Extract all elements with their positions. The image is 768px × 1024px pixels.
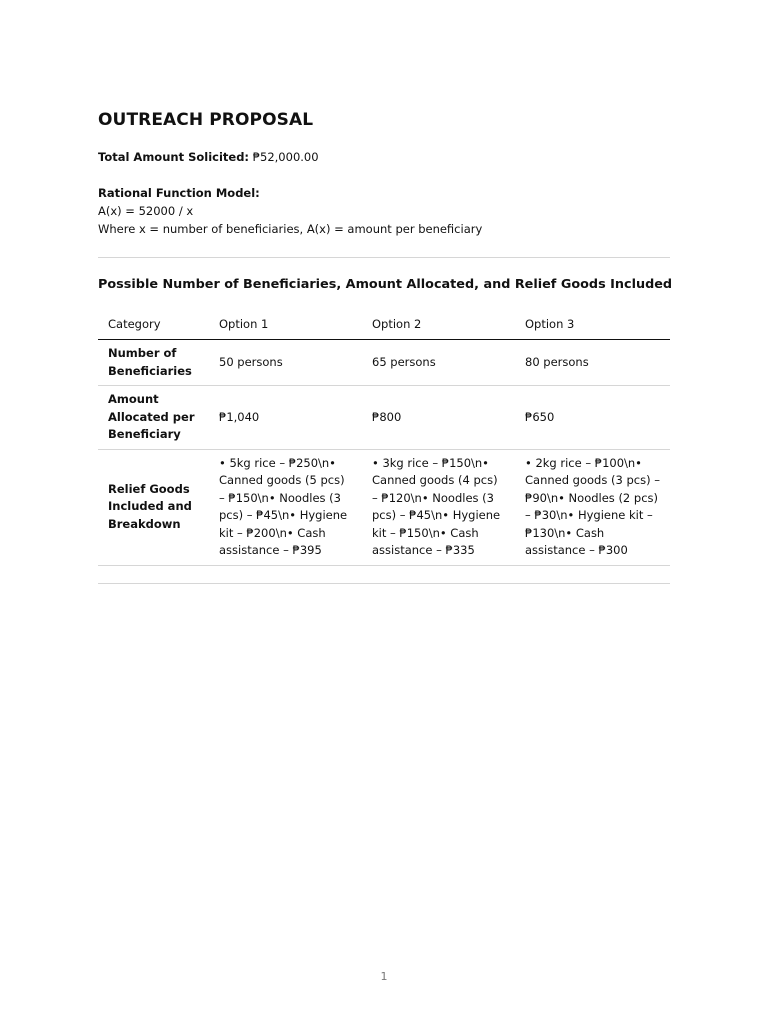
model-heading: Rational Function Model: [98, 186, 260, 200]
table-header-row [98, 312, 670, 340]
total-amount-line [98, 148, 319, 166]
row-label-amount: Amount Allocated per Beneficiary [98, 386, 209, 450]
row-label-relief-goods: Relief Goods Included and Breakdown [98, 449, 209, 565]
cell-option-1: ₱1,040 [209, 386, 362, 450]
header-option-2: Option 2 [362, 312, 515, 340]
cell-option-3: ₱650 [515, 386, 670, 450]
document-title: OUTREACH PROPOSAL [98, 110, 314, 130]
header-category: Category [98, 312, 209, 340]
cell-option-2: 65 persons [362, 340, 515, 386]
header-option-1: Option 1 [209, 312, 362, 340]
cell-option-2: • 3kg rice – ₱150\n• Canned goods (4 pcs) – ₱120\n• Noodles (3 pcs) – ₱45\n• Hygiene kit – ₱150\n• Cash assistance – ₱335 [362, 449, 515, 565]
cell-option-3: • 2kg rice – ₱100\n• Canned goods (3 pcs) – ₱90\n• Noodles (2 pcs) – ₱30\n• Hygiene kit – ₱130\n• Cash assistance – ₱300 [515, 449, 670, 565]
total-amount-label: Total Amount Solicited: [98, 150, 250, 164]
options-table [98, 312, 670, 566]
table-row [98, 449, 670, 565]
row-label-beneficiaries: Number of Beneficiaries [98, 340, 209, 386]
cell-option-2: ₱800 [362, 386, 515, 450]
model-note: Where x = number of beneficiaries, A(x) = amount per beneficiary [98, 222, 483, 236]
page-number: 1 [380, 970, 388, 983]
cell-option-3: 80 persons [515, 340, 670, 386]
total-amount-value: ₱52,000.00 [252, 150, 319, 164]
table-row [98, 340, 670, 386]
divider-bottom [98, 583, 670, 584]
divider-top [98, 257, 670, 258]
header-option-3: Option 3 [515, 312, 670, 340]
cell-option-1: 50 persons [209, 340, 362, 386]
cell-option-1: • 5kg rice – ₱250\n• Canned goods (5 pcs) – ₱150\n• Noodles (3 pcs) – ₱45\n• Hygiene kit – ₱200\n• Cash assistance – ₱395 [209, 449, 362, 565]
model-formula: A(x) = 52000 / x [98, 204, 194, 218]
table-row [98, 386, 670, 450]
section-title: Possible Number of Beneficiaries, Amount Allocated, and Relief Goods Included [98, 277, 673, 292]
